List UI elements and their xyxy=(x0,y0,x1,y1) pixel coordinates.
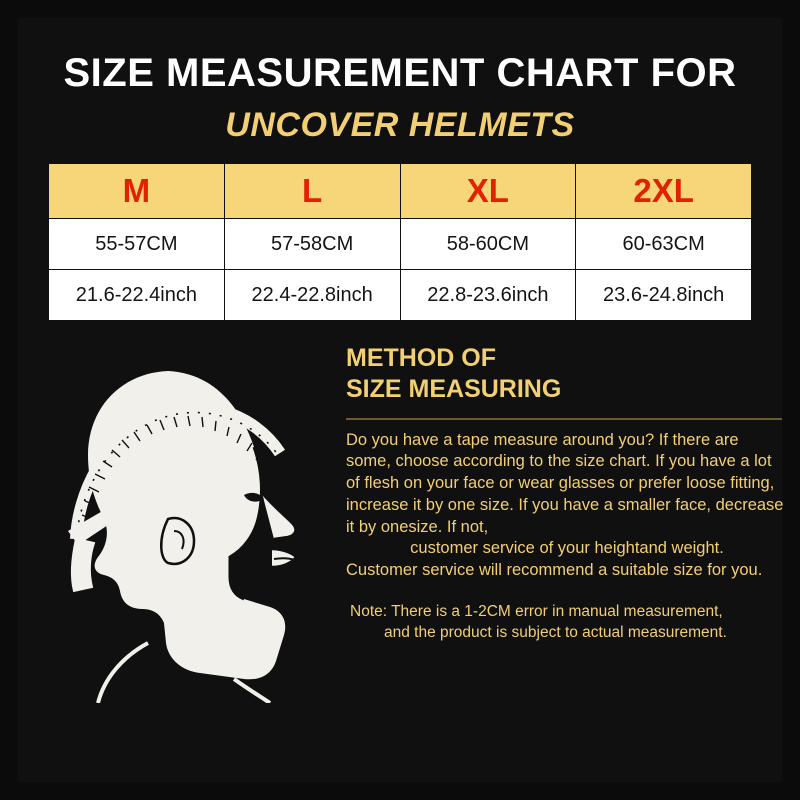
method-paragraph-centered: customer service of your heightand weight. xyxy=(410,539,724,558)
method-title xyxy=(346,343,788,406)
size-header-2xl: 2XL xyxy=(576,164,752,219)
inch-value-xl: 22.8-23.6inch xyxy=(400,270,576,321)
inch-value-l: 22.4-22.8inch xyxy=(224,270,400,321)
inch-value-m: 21.6-22.4inch xyxy=(49,270,225,321)
method-section xyxy=(48,337,784,707)
size-header-m: M xyxy=(49,164,225,219)
size-header-l: L xyxy=(224,164,400,219)
note-line-2: and the product is subject to actual measurement. xyxy=(384,623,727,641)
cm-value-2xl: 60-63CM xyxy=(576,219,752,270)
cm-value-xl: 58-60CM xyxy=(400,219,576,270)
method-paragraph-main: Do you have a tape measure around you? If there are some, choose according to the size chart. If you have a lot of flesh on your face or wear glasses or prefer loose fitting, increase it by one size. If you have a smaller face, decrease it by onesize. If not, xyxy=(346,430,784,536)
method-title-line2: SIZE MEASURING xyxy=(346,375,562,404)
page-title: SIZE MEASUREMENT CHART FOR xyxy=(63,51,737,95)
measurement-note xyxy=(350,602,788,644)
table-row-cm xyxy=(49,219,752,270)
divider xyxy=(346,418,782,420)
cm-value-l: 57-58CM xyxy=(224,219,400,270)
note-line-1: Note: There is a 1-2CM error in manual measurement, xyxy=(350,602,723,620)
size-chart-table xyxy=(48,163,752,321)
head-measuring-tape-illustration xyxy=(48,343,338,703)
method-paragraph xyxy=(346,430,788,582)
method-text-column xyxy=(340,337,788,644)
method-title-line1: METHOD OF xyxy=(346,344,496,372)
cm-value-m: 55-57CM xyxy=(49,219,225,270)
poster-inner xyxy=(18,18,782,782)
table-row-sizes xyxy=(49,164,752,219)
method-paragraph-end: Customer service will recommend a suitable size for you. xyxy=(346,561,763,580)
page-subtitle: UNCOVER HELMETS xyxy=(225,106,575,144)
inch-value-2xl: 23.6-24.8inch xyxy=(576,270,752,321)
table-row-inch xyxy=(49,270,752,321)
size-header-xl: XL xyxy=(400,164,576,219)
